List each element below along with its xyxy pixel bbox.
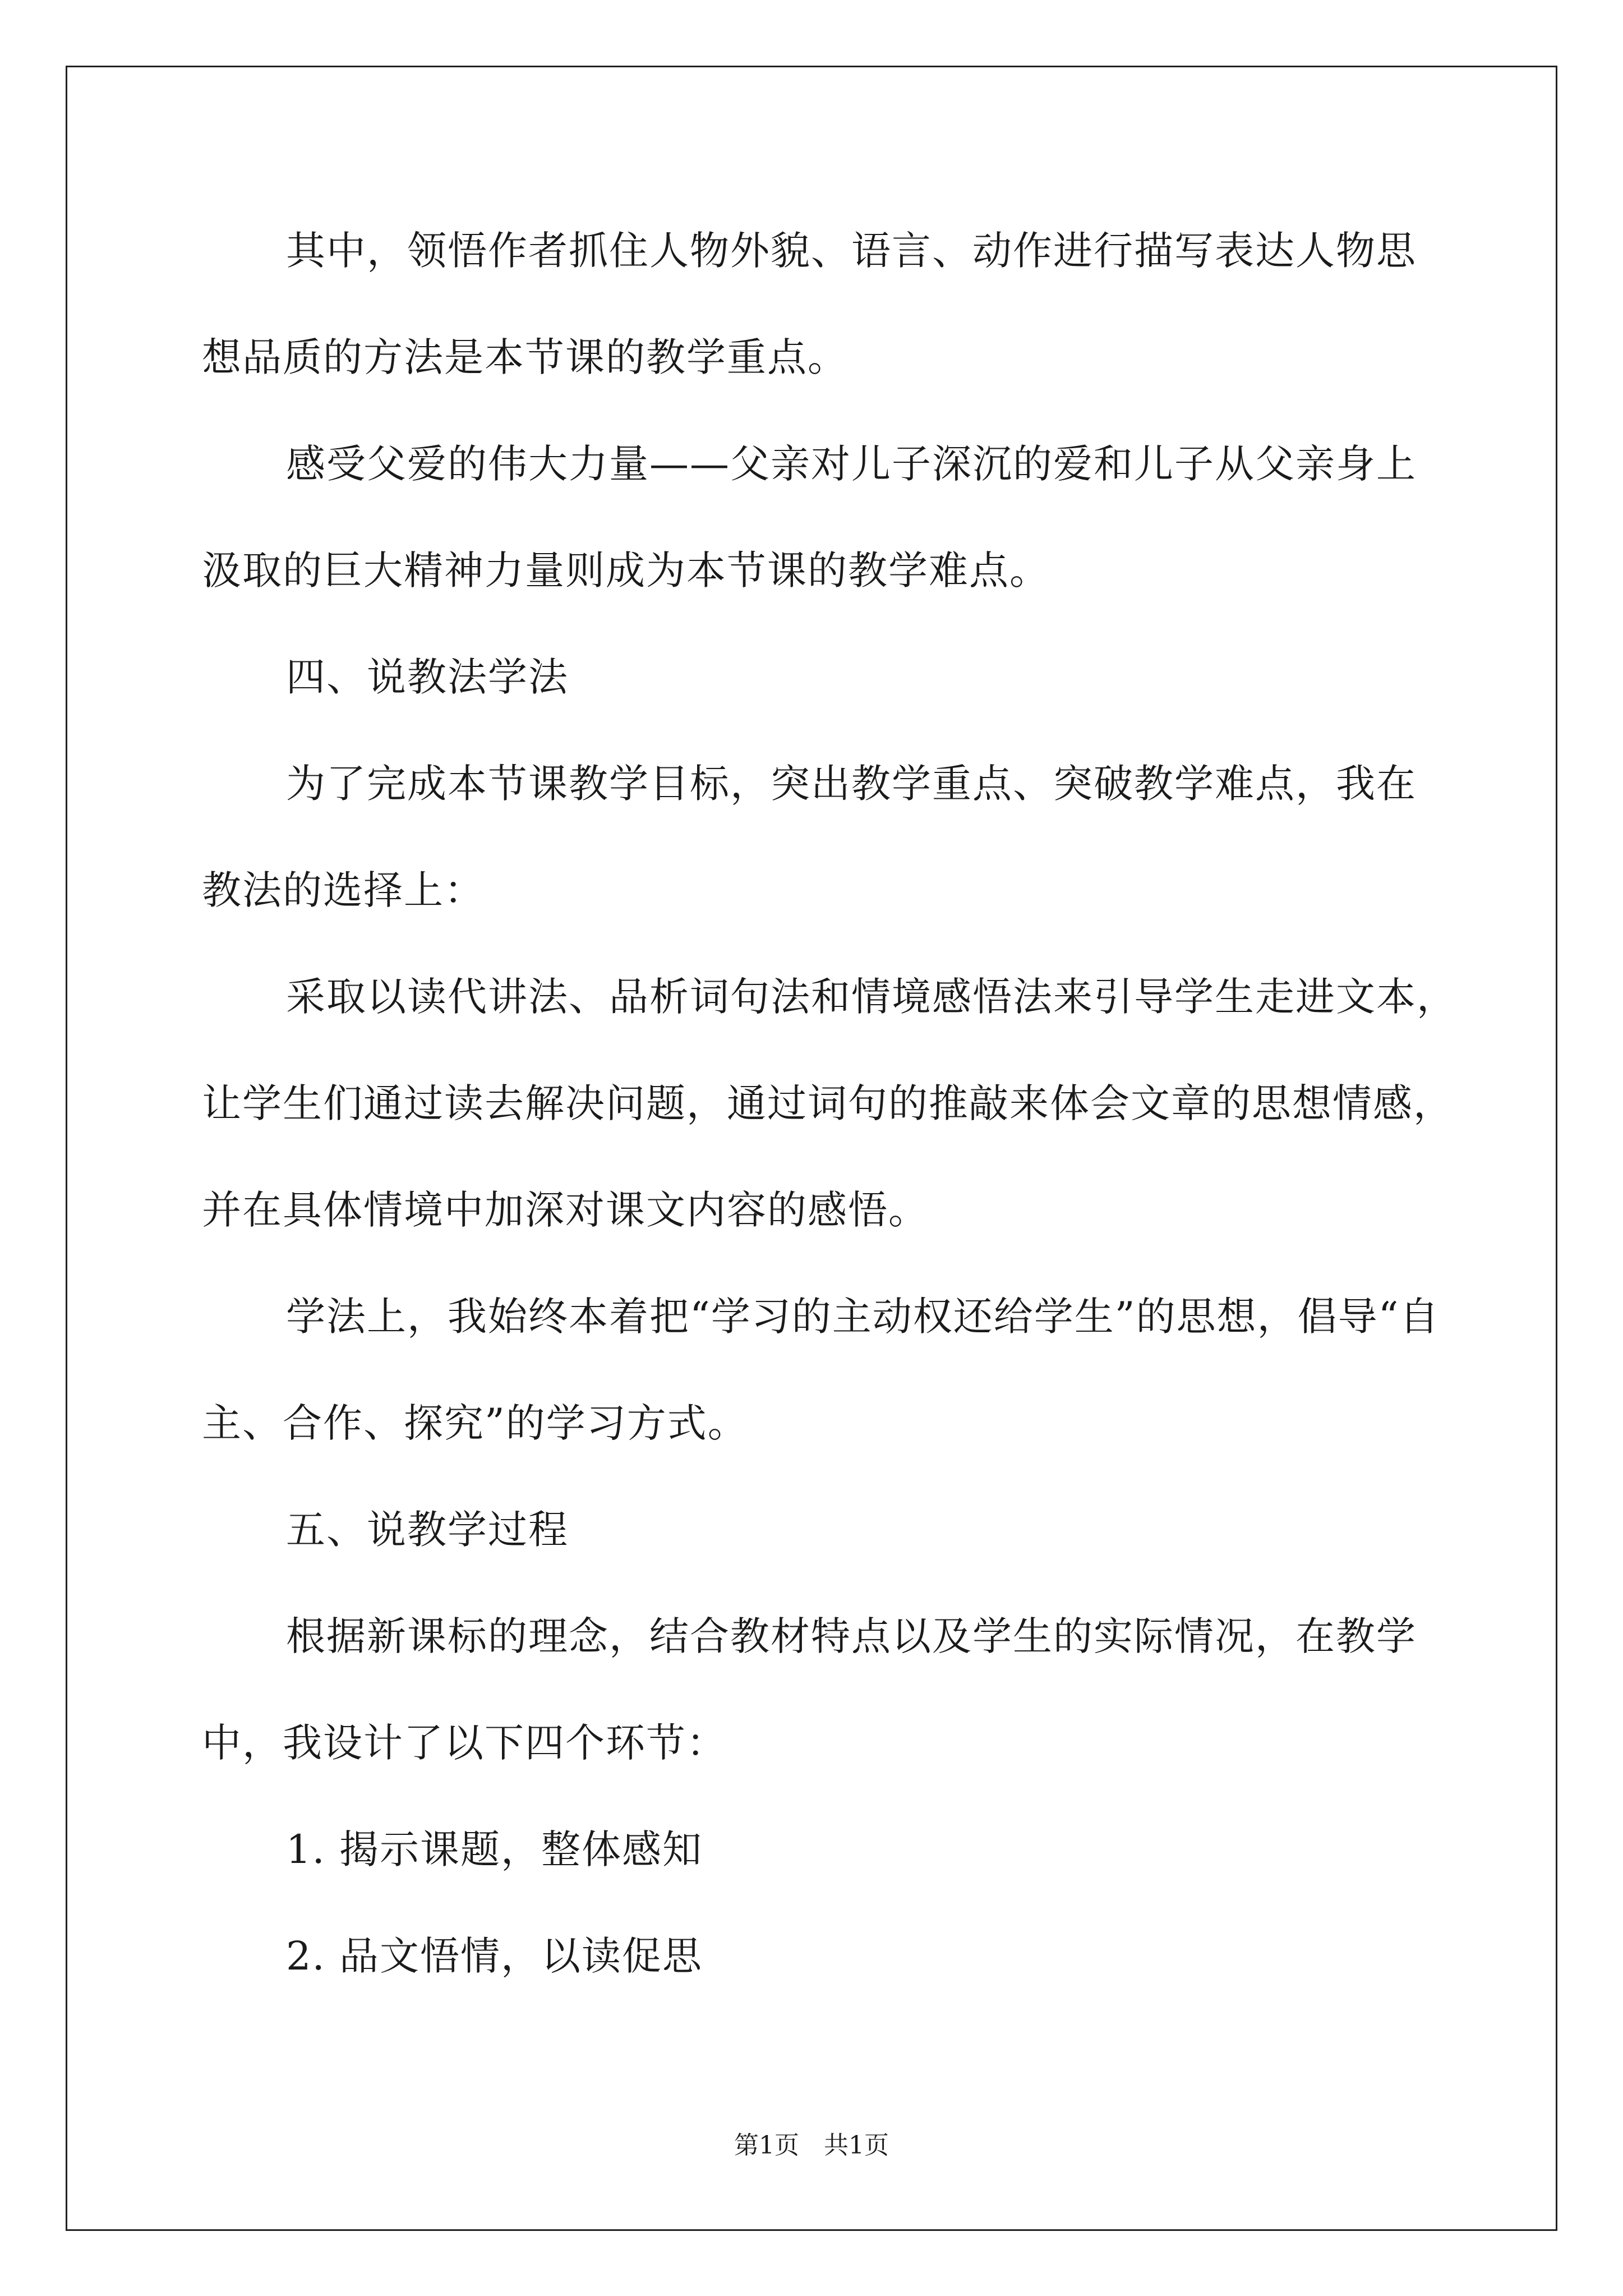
- paragraph-line: 其中，领悟作者抓住人物外貌、语言、动作进行描写表达人物思: [286, 228, 1417, 274]
- page-number-footer: 第1页 共1页: [734, 2131, 889, 2160]
- section-heading: 五、说教学过程: [286, 1507, 569, 1553]
- paragraph-line: 让学生们通过读去解决问题，通过词句的推敲来体会文章的思想情感，: [202, 1080, 1454, 1126]
- paragraph-line: 感受父爱的伟大力量——父亲对儿子深沉的爱和儿子从父亲身上: [286, 441, 1417, 487]
- paragraph-line: 为了完成本节课教学目标，突出教学重点、突破教学难点，我在: [286, 761, 1417, 807]
- paragraph-line: 采取以读代讲法、品析词句法和情境感悟法来引导学生走进文本，: [286, 974, 1457, 1020]
- list-item: 2. 品文悟情，以读促思: [286, 1933, 703, 1979]
- paragraph-line: 中，我设计了以下四个环节：: [202, 1720, 727, 1766]
- paragraph-line: 根据新课标的理念，结合教材特点以及学生的实际情况，在教学: [286, 1613, 1417, 1659]
- paragraph-line: 想品质的方法是本节课的教学重点。: [202, 334, 848, 380]
- list-item: 1. 揭示课题，整体感知: [286, 1826, 703, 1872]
- paragraph-line: 主、合作、探究”的学习方式。: [202, 1400, 748, 1446]
- page-border: [66, 66, 1557, 2231]
- section-heading: 四、说教法学法: [286, 654, 569, 700]
- paragraph-line: 教法的选择上：: [202, 867, 485, 913]
- paragraph-line: 并在具体情境中加深对课文内容的感悟。: [202, 1187, 929, 1233]
- paragraph-line: 汲取的巨大精神力量则成为本节课的教学难点。: [202, 547, 1050, 593]
- paragraph-line: 学法上，我始终本着把“学习的主动权还给学生”的思想，倡导“自: [286, 1294, 1440, 1340]
